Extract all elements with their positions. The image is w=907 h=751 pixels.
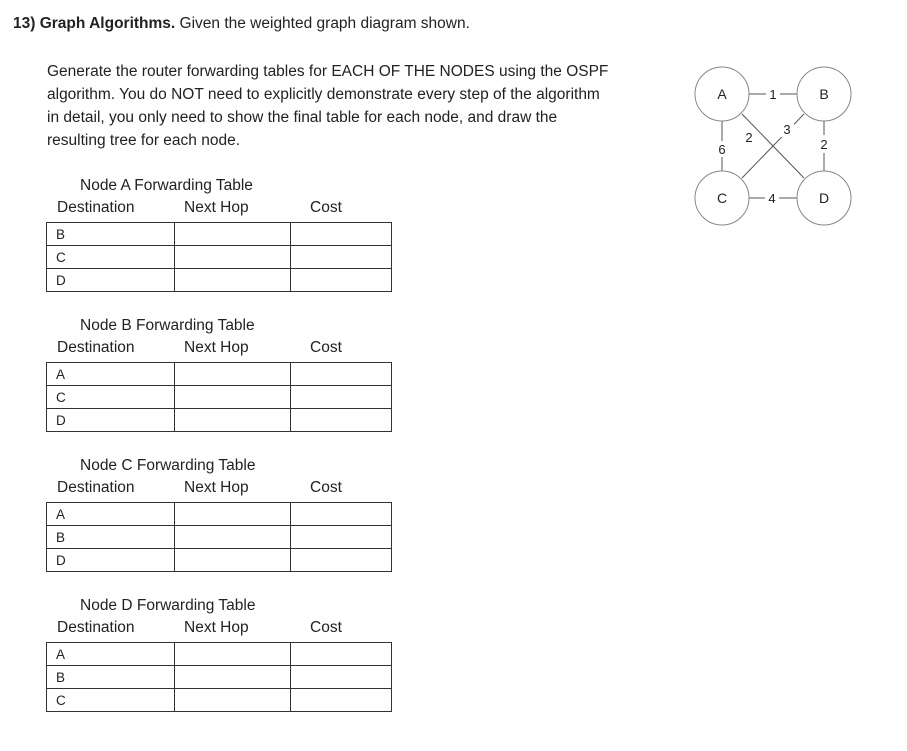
next-hop-cell[interactable]: [175, 643, 291, 666]
cost-cell[interactable]: [291, 643, 392, 666]
next-hop-cell[interactable]: [175, 503, 291, 526]
cost-cell[interactable]: [291, 269, 392, 292]
next-hop-header: Next Hop: [184, 339, 249, 356]
node-a-label: A: [717, 86, 727, 102]
cost-cell[interactable]: [291, 549, 392, 572]
table-row: [47, 409, 392, 432]
question-title: Graph Algorithms.: [39, 15, 176, 32]
destination-cell: D: [47, 269, 175, 292]
destination-cell: D: [47, 409, 175, 432]
destination-cell: D: [47, 549, 175, 572]
cost-cell[interactable]: [291, 526, 392, 549]
table-row: [47, 689, 392, 712]
destination-cell: A: [47, 363, 175, 386]
cost-cell[interactable]: [291, 223, 392, 246]
cost-header: Cost: [310, 199, 342, 216]
edge-weight-a-d: 2: [745, 130, 753, 145]
table-grid: [46, 222, 392, 292]
destination-header: Destination: [57, 199, 135, 216]
question-number: 13): [13, 15, 36, 32]
node-b-forwarding-table: [0, 317, 420, 449]
next-hop-cell[interactable]: [175, 363, 291, 386]
destination-cell: B: [47, 223, 175, 246]
table-caption: Node A Forwarding Table: [80, 177, 253, 194]
table-row: [47, 223, 392, 246]
next-hop-cell[interactable]: [175, 409, 291, 432]
cost-header: Cost: [310, 619, 342, 636]
cost-cell[interactable]: [291, 246, 392, 269]
destination-cell: A: [47, 643, 175, 666]
question-prompt: Given the weighted graph diagram shown.: [179, 15, 470, 32]
table-row: [47, 666, 392, 689]
next-hop-cell[interactable]: [175, 549, 291, 572]
node-d-forwarding-table: [0, 597, 420, 729]
table-row: [47, 246, 392, 269]
instruction-line: in detail, you only need to show the final table for each node, and draw the: [47, 109, 558, 126]
destination-cell: C: [47, 386, 175, 409]
destination-cell: C: [47, 689, 175, 712]
cost-cell[interactable]: [291, 689, 392, 712]
edge-weight-b-d: 2: [820, 137, 828, 152]
node-c-forwarding-table: [0, 457, 420, 589]
question-heading: [13, 15, 470, 33]
table-grid: [46, 362, 392, 432]
next-hop-cell[interactable]: [175, 666, 291, 689]
table-grid: [46, 642, 392, 712]
cost-cell[interactable]: [291, 409, 392, 432]
instruction-line: resulting tree for each node.: [47, 132, 241, 149]
next-hop-header: Next Hop: [184, 479, 249, 496]
instruction-line: Generate the router forwarding tables for EACH OF THE NODES using the OSPF: [47, 63, 609, 80]
next-hop-cell[interactable]: [175, 526, 291, 549]
destination-header: Destination: [57, 619, 135, 636]
table-row: [47, 503, 392, 526]
destination-cell: A: [47, 503, 175, 526]
destination-cell: C: [47, 246, 175, 269]
instruction-line: algorithm. You do NOT need to explicitly demonstrate every step of the algorithm: [47, 86, 600, 103]
next-hop-cell[interactable]: [175, 689, 291, 712]
destination-header: Destination: [57, 479, 135, 496]
cost-cell[interactable]: [291, 666, 392, 689]
table-row: [47, 363, 392, 386]
cost-cell[interactable]: [291, 363, 392, 386]
next-hop-cell[interactable]: [175, 269, 291, 292]
destination-cell: B: [47, 526, 175, 549]
table-row: [47, 549, 392, 572]
edge-weight-a-b: 1: [769, 87, 777, 102]
table-grid: [46, 502, 392, 572]
table-row: [47, 643, 392, 666]
edge-weight-a-c: 6: [718, 142, 726, 157]
instructions-paragraph: [47, 60, 687, 152]
next-hop-cell[interactable]: [175, 223, 291, 246]
table-caption: Node D Forwarding Table: [80, 597, 256, 614]
table-row: [47, 269, 392, 292]
table-row: [47, 386, 392, 409]
weighted-graph-diagram: [690, 55, 870, 245]
node-a-forwarding-table: [0, 177, 420, 309]
cost-header: Cost: [310, 339, 342, 356]
table-caption: Node C Forwarding Table: [80, 457, 256, 474]
next-hop-cell[interactable]: [175, 386, 291, 409]
destination-header: Destination: [57, 339, 135, 356]
cost-cell[interactable]: [291, 386, 392, 409]
next-hop-header: Next Hop: [184, 199, 249, 216]
table-row: [47, 526, 392, 549]
node-c-label: C: [716, 190, 728, 206]
node-d-label: D: [818, 190, 830, 206]
cost-cell[interactable]: [291, 503, 392, 526]
destination-cell: B: [47, 666, 175, 689]
cost-header: Cost: [310, 479, 342, 496]
node-b-label: B: [819, 86, 829, 102]
edge-weight-b-c: 3: [783, 122, 791, 137]
next-hop-header: Next Hop: [184, 619, 249, 636]
next-hop-cell[interactable]: [175, 246, 291, 269]
table-caption: Node B Forwarding Table: [80, 317, 255, 334]
edge-weight-c-d: 4: [768, 191, 776, 206]
